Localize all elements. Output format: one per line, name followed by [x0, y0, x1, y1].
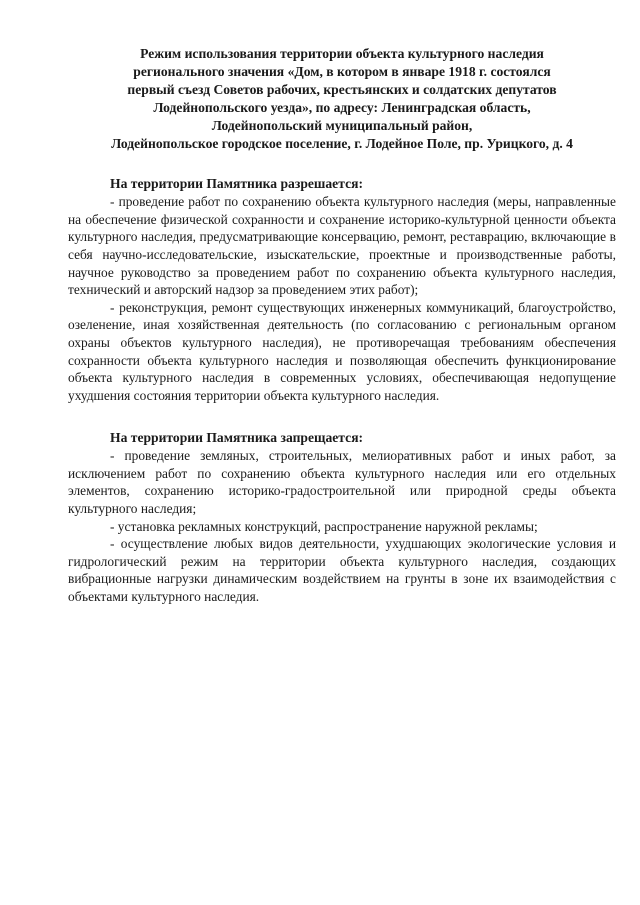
title-line: Лодейнопольского уезда», по адресу: Ленинградская область,: [153, 99, 531, 115]
title-line: Лодейнопольское городское поселение, г. Лодейное Поле, пр. Урицкого, д. 4: [111, 135, 573, 151]
title-line: Лодейнопольский муниципальный район,: [211, 117, 473, 133]
allowed-item: - проведение работ по сохранению объекта культурного наследия (меры, направленные на обеспечение физической сохранности и сохранение историко-культурной ценности объекта культурного наследия, предусматривающие консервацию, ремонт, реставрацию, включающие в себя научно-исследовательские, изыскательские, проектные и производственные работы, научное руководство за проведением работ по сохранению объекта культурного наследия, технический и авторский надзор за проведением этих работ);: [68, 194, 616, 298]
prohibited-item: - осуществление любых видов деятельности, ухудшающих экологические условия и гидрологический режим на территории объекта культурного наследия, создающих вибрационные нагрузки динамическим воздействием на грунты в зоне их взаимодействия с объектами культурного наследия.: [68, 536, 616, 604]
allowed-item: - реконструкция, ремонт существующих инженерных коммуникаций, благоустройство, озеленение, иная хозяйственная деятельность (по согласованию с региональным органом охраны объектов культурного наследия), не противоречащая требованиям обеспечения сохранности объекта культурного наследия и позволяющая обеспечить функционирование объекта культурного наследия в современных условиях, обеспечивающая недопущение ухудшения состояния территории объекта культурного наследия.: [68, 299, 616, 403]
prohibited-item: - установка рекламных конструкций, распространение наружной рекламы;: [110, 518, 538, 534]
allowed-heading: На территории Памятника разрешается:: [110, 176, 363, 192]
document-title: [68, 45, 616, 152]
title-line: первый съезд Советов рабочих, крестьянских и солдатских депутатов: [127, 81, 557, 97]
prohibited-heading: На территории Памятника запрещается:: [110, 430, 364, 446]
prohibited-section: [68, 429, 616, 605]
allowed-section: [68, 175, 616, 404]
document-page: [68, 45, 616, 606]
title-line: Режим использования территории объекта культурного наследия: [140, 46, 544, 61]
title-line: регионального значения «Дом, в котором в январе 1918 г. состоялся: [133, 63, 551, 79]
prohibited-item: - проведение земляных, строительных, мелиоративных работ и иных работ, за исключением работ по сохранению объекта культурного наследия или его отдельных элементов, сохранению историко-градостроительной или природной среды объекта культурного наследия;: [68, 448, 616, 516]
